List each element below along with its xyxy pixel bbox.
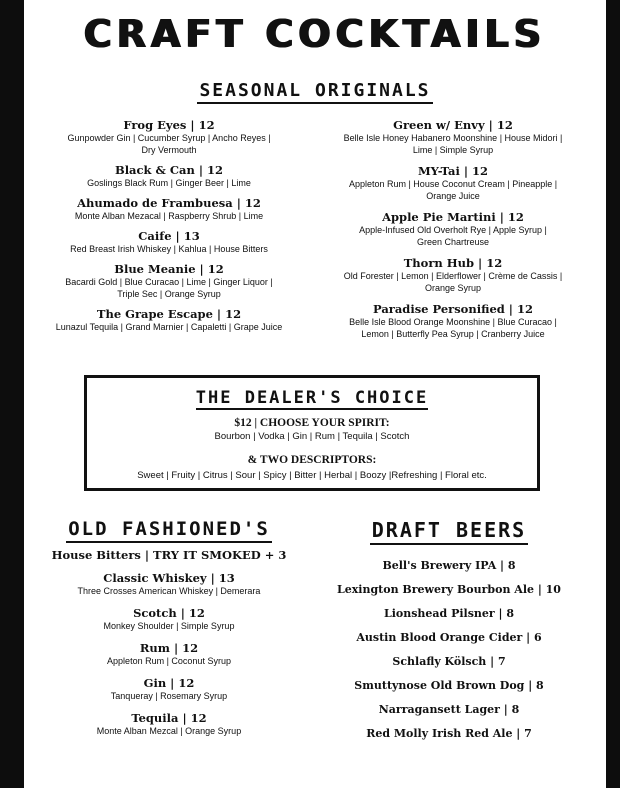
spirit-title: $12 | CHOOSE YOUR SPIRIT: xyxy=(234,417,390,429)
left-border xyxy=(0,0,24,788)
item-ingredients: Red Breast Irish Whiskey | Kahlua | House Bitters xyxy=(70,244,268,254)
item-name: Tequila | 12 xyxy=(131,711,207,725)
item-name: Caife | 13 xyxy=(138,229,200,243)
draft-beers-heading xyxy=(324,518,574,542)
seasonal-heading-text: SEASONAL ORIGINALS xyxy=(197,80,432,104)
draft-beers-heading-text: DRAFT BEERS xyxy=(370,518,528,545)
spirit-options: Bourbon | Vodka | Gin | Rum | Tequila | Scotch xyxy=(214,431,410,442)
dealers-choice-heading xyxy=(87,388,537,408)
item-name: Ahumado de Frambuesa | 12 xyxy=(77,196,261,210)
item-ingredients: Goslings Black Rum | Ginger Beer | Lime xyxy=(87,178,251,188)
menu-item xyxy=(34,196,304,222)
menu-item xyxy=(314,302,592,340)
dealers-choice-box xyxy=(84,375,540,491)
item-name: Frog Eyes | 12 xyxy=(123,118,215,132)
beer-item: Schlafly Kölsch | 7 xyxy=(392,655,506,668)
item-name: Blue Meanie | 12 xyxy=(114,262,224,276)
item-ingredients: Tanqueray | Rosemary Syrup xyxy=(110,691,228,701)
item-name: Scotch | 12 xyxy=(133,606,205,620)
menu-item xyxy=(34,163,304,189)
item-ingredients: Monkey Shoulder | Simple Syrup xyxy=(103,621,235,631)
menu-item xyxy=(44,571,294,597)
item-ingredients: Monte Alban Mezcal | Orange Syrup xyxy=(96,726,242,736)
menu-item xyxy=(44,711,294,737)
item-name: Gin | 12 xyxy=(143,676,195,690)
menu-item xyxy=(314,210,592,248)
item-name: Rum | 12 xyxy=(139,641,199,655)
menu-item xyxy=(314,164,592,202)
beer-item: Lexington Brewery Bourbon Ale | 10 xyxy=(337,583,561,596)
item-name: Classic Whiskey | 13 xyxy=(103,571,235,585)
menu-item xyxy=(44,641,294,667)
dealers-choice-heading-text: THE DEALER'S CHOICE xyxy=(195,388,429,408)
descriptor-options: Sweet | Fruity | Citrus | Sour | Spicy | Bitter | Herbal | Boozy |Refreshing | Floral etc. xyxy=(137,470,487,481)
seasonal-left-column xyxy=(34,118,304,333)
beer-item: Lionshead Pilsner | 8 xyxy=(383,607,514,620)
item-ingredients: Belle Isle Blood Orange Moonshine | Blue Curacao | xyxy=(349,317,557,327)
item-ingredients: Lunazul Tequila | Grand Marnier | Capaletti | Grape Juice xyxy=(55,322,283,332)
old-fashioned-heading-text: OLD FASHIONED'S xyxy=(66,518,272,543)
item-name: Black & Can | 12 xyxy=(114,163,224,177)
seasonal-heading xyxy=(24,80,606,101)
menu-title: CRAFT COCKTAILS xyxy=(83,12,547,56)
beer-item: Bell's Brewery IPA | 8 xyxy=(382,559,516,572)
item-ingredients: Belle Isle Honey Habanero Moonshine | House Midori | xyxy=(343,133,563,143)
item-ingredients: Appleton Rum | House Coconut Cream | Pineapple | xyxy=(348,179,558,189)
item-ingredients: Dry Vermouth xyxy=(141,145,197,155)
beer-item: Smuttynose Old Brown Dog | 8 xyxy=(354,679,544,692)
item-ingredients: Three Crosses American Whiskey | Demerara xyxy=(77,586,261,596)
beer-item: Narragansett Lager | 8 xyxy=(378,703,520,716)
item-name: Paradise Personified | 12 xyxy=(372,302,533,316)
menu-item xyxy=(34,307,304,333)
menu-item xyxy=(44,548,294,562)
item-name: The Grape Escape | 12 xyxy=(96,307,242,321)
right-border xyxy=(606,0,620,788)
item-ingredients: Monte Alban Mezacal | Raspberry Shrub | Lime xyxy=(74,211,264,221)
item-ingredients: Bacardi Gold | Blue Curacao | Lime | Ginger Liquor | xyxy=(65,277,273,287)
item-ingredients: Gunpowder Gin | Cucumber Syrup | Ancho Reyes | xyxy=(67,133,271,143)
item-ingredients: Orange Juice xyxy=(426,191,480,201)
item-ingredients: Triple Sec | Orange Syrup xyxy=(117,289,221,299)
menu-item xyxy=(314,256,592,294)
item-ingredients: Old Forester | Lemon | Elderflower | Crème de Cassis | xyxy=(343,271,563,281)
item-ingredients: Lemon | Butterfly Pea Syrup | Cranberry Juice xyxy=(361,329,545,339)
item-name: MY-Tai | 12 xyxy=(417,164,489,178)
descriptor-title: & TWO DESCRIPTORS: xyxy=(247,454,377,466)
item-ingredients: Lime | Simple Syrup xyxy=(412,145,494,155)
item-name: Thorn Hub | 12 xyxy=(403,256,503,270)
item-ingredients: Apple-Infused Old Overholt Rye | Apple Syrup | xyxy=(359,225,547,235)
menu-item xyxy=(44,606,294,632)
item-name: Green w/ Envy | 12 xyxy=(393,118,513,132)
old-fashioned-column xyxy=(44,548,294,737)
draft-beers-list xyxy=(324,554,574,746)
menu-item xyxy=(314,118,592,156)
old-fashioned-heading xyxy=(44,518,294,540)
item-ingredients: Green Chartreuse xyxy=(416,237,490,247)
item-name: House Bitters | TRY IT SMOKED + 3 xyxy=(51,548,287,562)
menu-item xyxy=(34,118,304,156)
seasonal-right-column xyxy=(314,118,592,340)
menu-item xyxy=(34,262,304,300)
item-ingredients: Orange Syrup xyxy=(424,283,482,293)
menu-page xyxy=(24,0,606,788)
beer-item: Austin Blood Orange Cider | 6 xyxy=(356,631,542,644)
item-name: Apple Pie Martini | 12 xyxy=(382,210,524,224)
item-ingredients: Appleton Rum | Coconut Syrup xyxy=(107,656,231,666)
beer-item: Red Molly Irish Red Ale | 7 xyxy=(366,727,532,740)
menu-item xyxy=(44,676,294,702)
menu-item xyxy=(34,229,304,255)
